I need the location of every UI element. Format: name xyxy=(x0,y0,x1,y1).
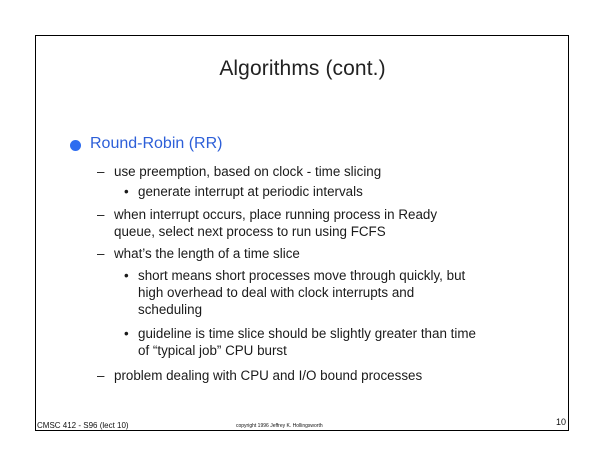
sub-list-item: short means short processes move through quickly, but xyxy=(138,268,466,283)
slide-title: Algorithms (cont.) xyxy=(219,57,386,80)
dot-marker: • xyxy=(124,326,129,341)
list-item-continuation: queue, select next process to run using FCFS xyxy=(114,224,386,239)
sub-list-item: guideline is time slice should be slightly greater than time xyxy=(138,326,476,341)
footer-copyright: copyright 1996 Jeffrey K. Hollingsworth xyxy=(236,423,323,429)
blue-bullet-icon xyxy=(70,140,81,151)
section-heading: Round-Robin (RR) xyxy=(90,135,223,152)
sub-list-item-continuation: of “typical job” CPU burst xyxy=(138,343,287,358)
dot-marker: • xyxy=(124,184,129,199)
list-item: problem dealing with CPU and I/O bound processes xyxy=(114,368,423,383)
sub-list-item-continuation: high overhead to deal with clock interrupts and xyxy=(138,285,415,300)
heading-row xyxy=(70,135,223,153)
list-item: use preemption, based on clock - time slicing xyxy=(114,164,382,179)
list-item: what’s the length of a time slice xyxy=(114,246,300,261)
footer-course: CMSC 412 - S96 (lect 10) xyxy=(37,421,129,430)
page-number: 10 xyxy=(556,417,567,427)
dash-marker: – xyxy=(97,246,105,261)
list-item: when interrupt occurs, place running process in Ready xyxy=(114,207,438,222)
sub-list-item-continuation: scheduling xyxy=(138,302,203,317)
sub-list-item: generate interrupt at periodic intervals xyxy=(138,184,363,199)
dash-marker: – xyxy=(97,207,105,222)
dash-marker: – xyxy=(97,164,105,179)
dash-marker: – xyxy=(97,368,105,383)
dot-marker: • xyxy=(124,268,129,283)
